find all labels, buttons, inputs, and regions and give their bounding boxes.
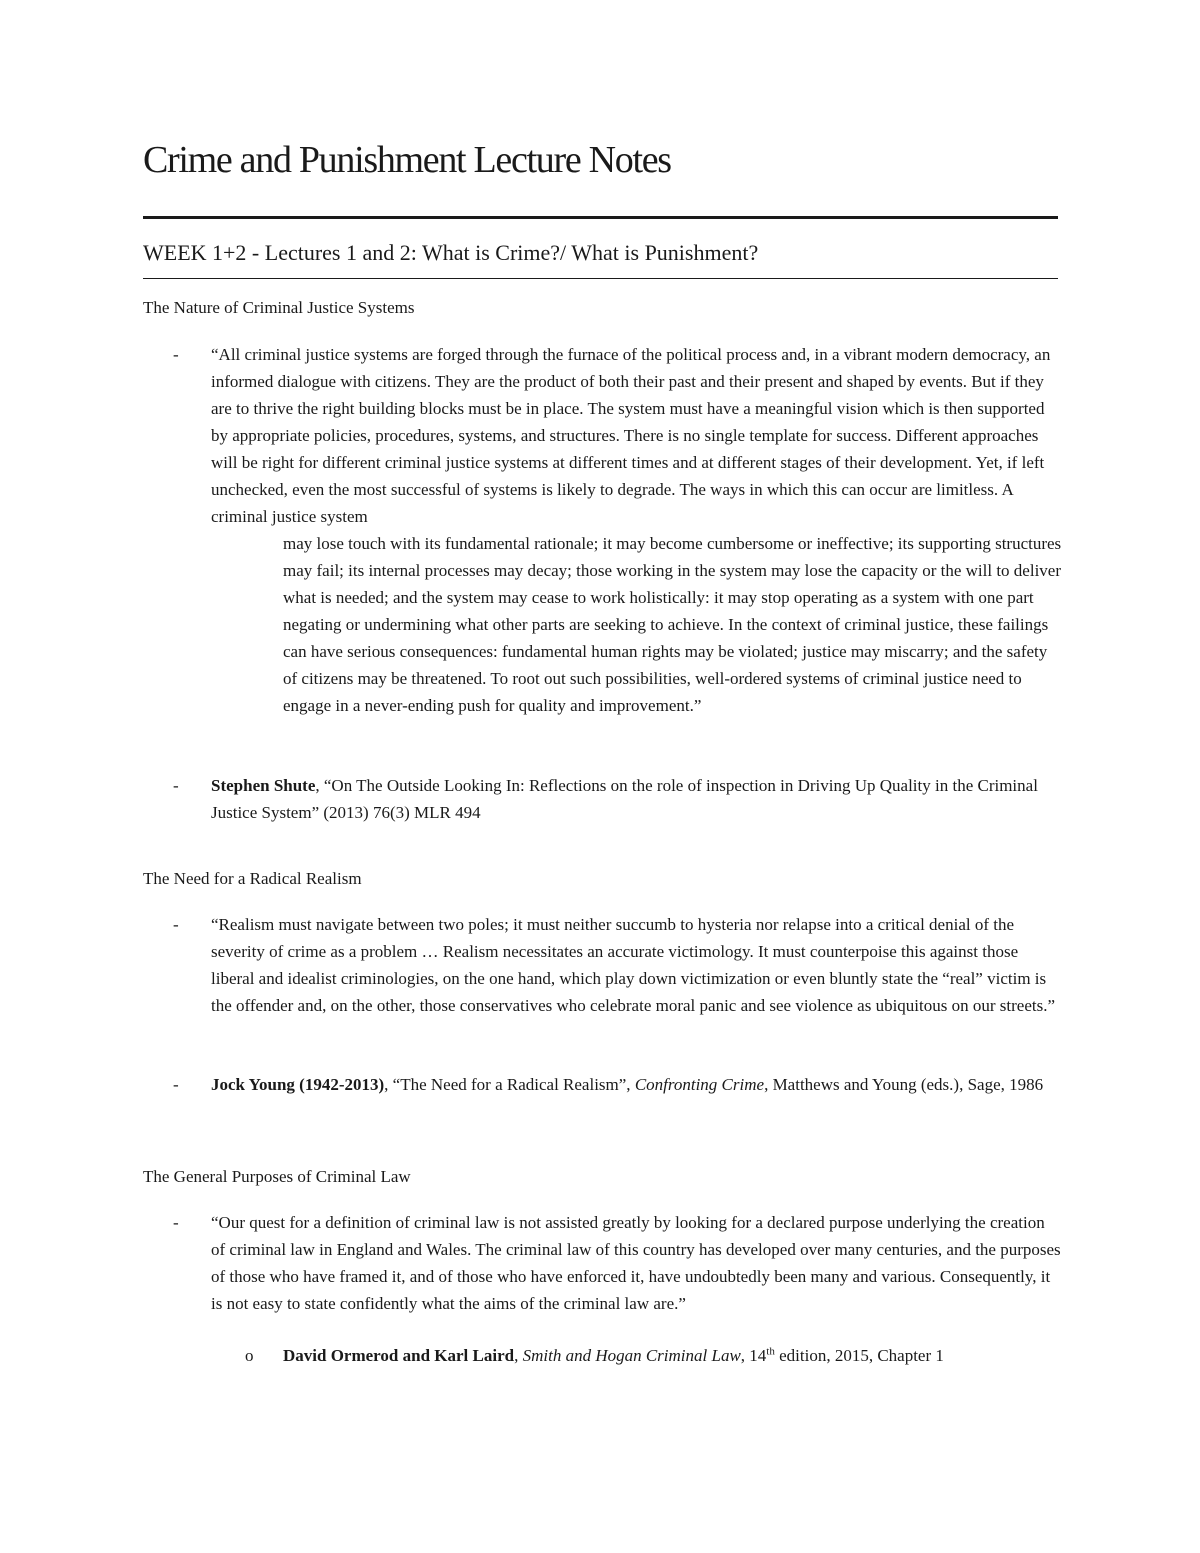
- bullet-dash: -: [173, 915, 179, 934]
- citation-item-young: [143, 1071, 1063, 1098]
- citation-work-title: Smith and Hogan Criminal Law: [522, 1346, 741, 1365]
- section-title-radical-realism: The Need for a Radical Realism: [143, 869, 362, 888]
- title-divider: [143, 216, 1058, 219]
- citation-text: [283, 1342, 1063, 1369]
- citation-details: edition, 2015, Chapter 1: [774, 1346, 944, 1365]
- citation-item-smith-hogan: [143, 1342, 1063, 1369]
- citation-details: , “The Need for a Radical Realism”,: [384, 1075, 635, 1094]
- citation-details: , Matthews and Young (eds.), Sage, 1986: [764, 1075, 1044, 1094]
- bullet-dash: -: [173, 1213, 179, 1232]
- quote-item-young: [143, 911, 1063, 1019]
- citation-text: [211, 1071, 1063, 1098]
- quote-text-part: may lose touch with its fundamental rationale; it may become cumbersome or ineffective; its supporting structures may fail; its internal processes may decay; those working in the system may lose the capacity or the will to deliver what is needed; and the system may cease to work holistically: it may stop operating as a system with one part negating or undermining what other parts are seeking to achieve. In the context of criminal justice, these failings can have serious consequences: fundamental human rights may be violated; justice may miscarry; and the safety of citizens may be threatened. To root out such possibilities, well-ordered systems of criminal justice need to engage in a never-ending push for quality and improvement.”: [283, 534, 1062, 715]
- section-title-general-purposes: The General Purposes of Criminal Law: [143, 1167, 411, 1186]
- citation-item-shute: [143, 772, 1063, 826]
- quote-text: “Realism must navigate between two poles; it must neither succumb to hysteria nor relapse into a critical denial of the severity of crime as a problem … Realism necessitates an accurate victimology. It must counterpoise this against those liberal and idealist criminologies, on the one hand, which play down victimization or even bluntly state the “real” victim is the offender and, on the other, those conservatives who celebrate moral panic and see violence as ubiquitous on our streets.”: [211, 915, 1055, 1015]
- citation-work-title: Confronting Crime: [634, 1075, 765, 1094]
- quote-item-smith-hogan: [143, 1209, 1063, 1317]
- citation-text: [211, 772, 1063, 826]
- bullet-dash: -: [173, 1075, 179, 1094]
- citation-author: Jock Young (1942-2013): [211, 1075, 385, 1094]
- quote-text-part: “All criminal justice systems are forged through the furnace of the political process and, in a vibrant modern democracy, an informed dialogue with citizens. They are the product of both their past and their present and shaped by events. But if they are to thrive the right building blocks must be in place. The system must have a meaningful vision which is then supported by appropriate policies, procedures, systems, and structures. There is no single template for success. Different approaches will be right for different criminal justice systems at different times and at different stages of their development. Yet, if left unchecked, even the most successful of systems is likely to degrade. The ways in which this can occur are limitless. A criminal justice system: [211, 345, 1051, 526]
- citation-details: , “On The Outside Looking In: Reflections on the role of inspection in Driving Up Quality in the Criminal Justice System” (2013) 76(3) MLR 494: [211, 776, 1038, 822]
- citation-details: , 14: [740, 1346, 767, 1365]
- citation-author: David Ormerod and Karl Laird: [283, 1346, 515, 1365]
- bullet-dash: -: [173, 345, 179, 364]
- section-title-nature-of-criminal-justice: The Nature of Criminal Justice Systems: [143, 298, 415, 317]
- quote-text: “Our quest for a definition of criminal law is not assisted greatly by looking for a declared purpose underlying the creation of criminal law in England and Wales. The criminal law of this country has developed over many centuries, and the purposes of those who have framed it, and of those who have enforced it, have undoubtedly been many and various. Consequently, it is not easy to state confidently what the aims of the criminal law are.”: [211, 1213, 1061, 1313]
- heading-divider: [143, 278, 1058, 279]
- citation-author: Stephen Shute: [211, 776, 316, 795]
- bullet-dash: -: [173, 776, 179, 795]
- quote-item-shute: [143, 341, 1063, 719]
- bullet-circle: o: [245, 1346, 254, 1365]
- citation-details: ,: [514, 1346, 523, 1365]
- document-title: Crime and Punishment Lecture Notes: [143, 139, 671, 181]
- week-heading: WEEK 1+2 - Lectures 1 and 2: What is Crime?/ What is Punishment?: [143, 240, 759, 265]
- quote-text: [211, 341, 1063, 719]
- superscript-ordinal: th: [766, 1345, 775, 1358]
